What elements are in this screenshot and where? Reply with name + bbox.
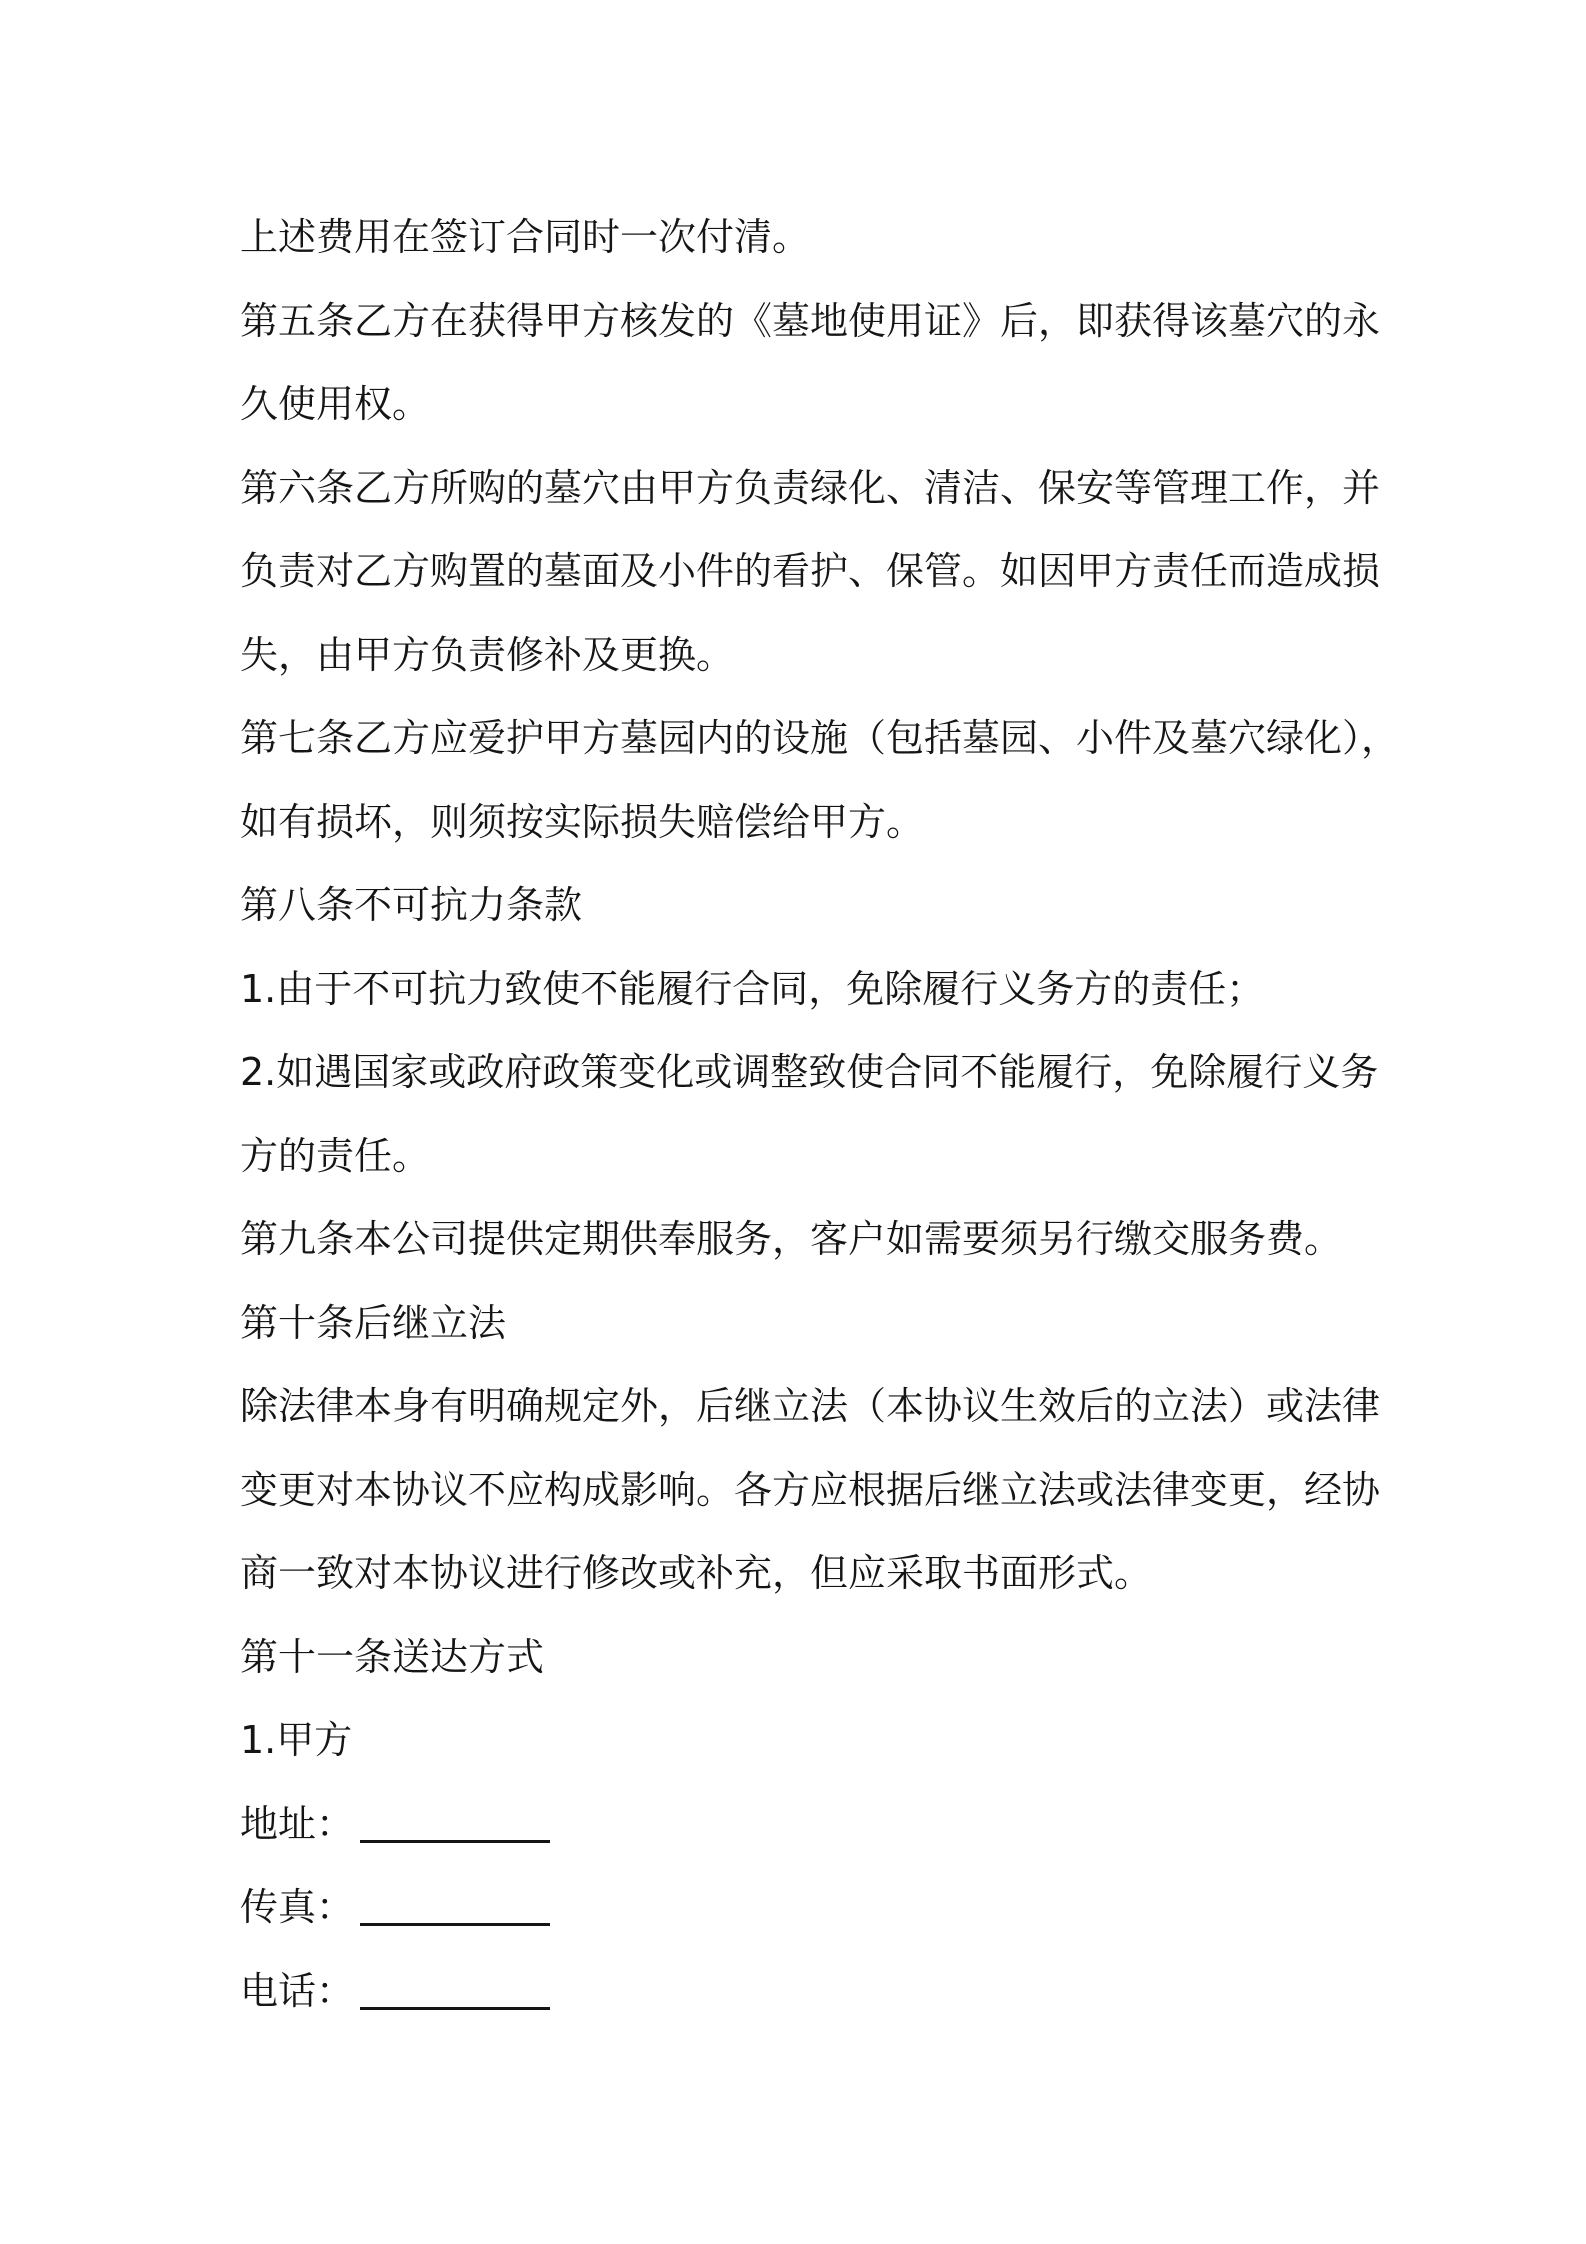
- text-line: 除法律本身有明确规定外，后继立法（本协议生效后的立法）或法律: [240, 1384, 1381, 1428]
- text-line: 2.如遇国家或政府政策变化或调整致使合同不能履行，免除履行义务: [240, 1050, 1379, 1094]
- text-line: 第十一条送达方式: [240, 1634, 545, 1679]
- fax-field-blank[interactable]: [360, 1883, 550, 1926]
- text-line: 第八条不可抗力条款: [240, 883, 583, 927]
- text-line: 变更对本协议不应构成影响。各方应根据后继立法或法律变更，经协: [240, 1467, 1381, 1512]
- text-line: 方的责任。: [240, 1133, 431, 1178]
- text-line: 第七条乙方应爱护甲方墓园内的设施（包括墓园、小件及墓穴绿化），: [240, 716, 1400, 760]
- text-line: 如有损坏，则须按实际损失赔偿给甲方。: [240, 799, 925, 844]
- text-line: 第六条乙方所购的墓穴由甲方负责绿化、清洁、保安等管理工作，并: [240, 465, 1381, 510]
- text-line: 久使用权。: [240, 382, 431, 426]
- text-line: 失，由甲方负责修补及更换。: [240, 632, 735, 677]
- text-line: 负责对乙方购置的墓面及小件的看护、保管。如因甲方责任而造成损: [240, 549, 1381, 593]
- text-line: 第九条本公司提供定期供奉服务，客户如需要须另行缴交服务费。: [240, 1217, 1343, 1261]
- text-line: 第五条乙方在获得甲方核发的《墓地使用证》后，即获得该墓穴的永: [240, 298, 1381, 343]
- text-line: 第十条后继立法: [240, 1300, 507, 1345]
- document-page: [240, 196, 1400, 2033]
- phone-field-label: 电话：: [240, 1968, 355, 2013]
- text-line: 1.由于不可抗力致使不能履行合同，免除履行义务方的责任；: [240, 966, 1265, 1011]
- fax-field-row: [240, 1866, 1370, 1950]
- text-line: 上述费用在签订合同时一次付清。: [240, 215, 811, 259]
- phone-field-blank[interactable]: [360, 1967, 550, 2010]
- address-field-blank[interactable]: [360, 1800, 550, 1843]
- address-field-row: [240, 1783, 1370, 1867]
- address-field-label: 地址：: [240, 1801, 355, 1846]
- phone-field-row: [240, 1950, 1370, 2034]
- text-line: 商一致对本协议进行修改或补充，但应采取书面形式。: [240, 1551, 1153, 1595]
- text-line: 1.甲方: [240, 1718, 353, 1762]
- fax-field-label: 传真：: [240, 1885, 355, 1929]
